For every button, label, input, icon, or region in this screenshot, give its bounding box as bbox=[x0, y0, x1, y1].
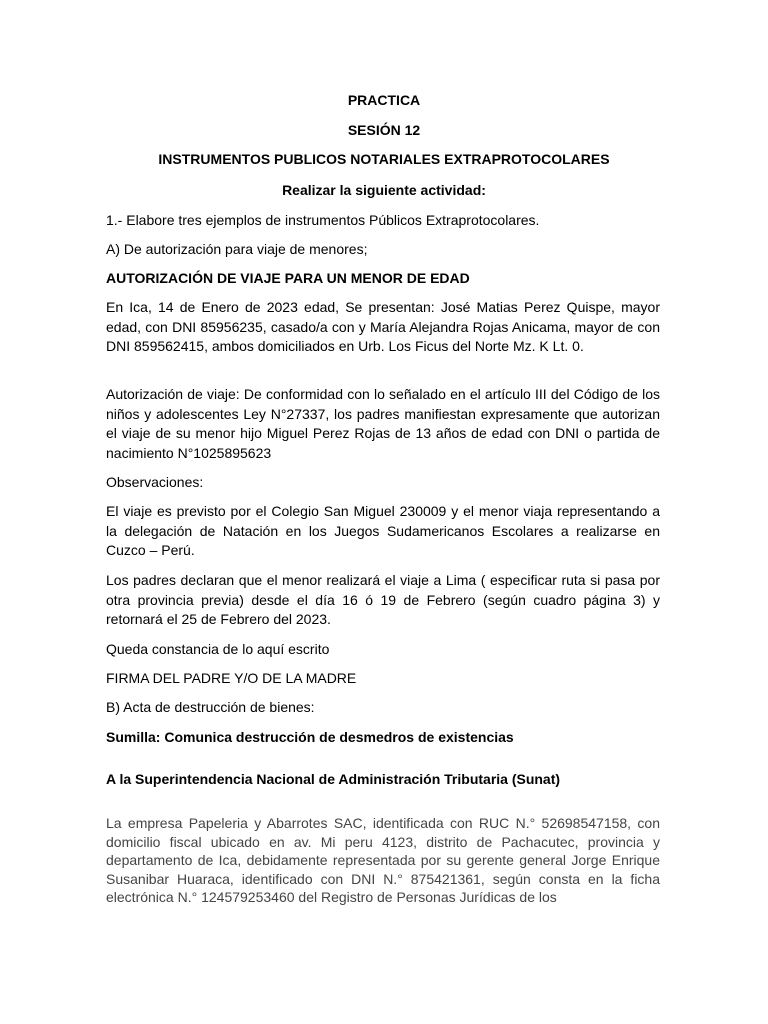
record-statement: Queda constancia de lo aquí escrito bbox=[106, 641, 330, 657]
parents-paragraph: Los padres declaran que el menor realizará el viaje a Lima ( especificar ruta si pasa por otra provincia previa) desde el día 16 ó 19 de Febrero (según cuadro página 3) y retornará el 25 de Febrero del 2023. bbox=[106, 572, 660, 627]
authorization-paragraph: Autorización de viaje: De conformidad con lo señalado en el artículo III del Código de los niños y adolescentes Ley N°27337, los padres manifiestan expresamente que autorizan el viaje de su menor hijo Miguel Perez Rojas de 13 años de edad con DNI o partida de nacimiento N°1025895623 bbox=[106, 386, 660, 461]
document-title: PRACTICA bbox=[347, 92, 421, 108]
signature-line: FIRMA DEL PADRE Y/O DE LA MADRE bbox=[106, 670, 357, 686]
summary-heading: Sumilla: Comunica destrucción de desmedros de existencias bbox=[106, 729, 514, 745]
task-line: 1.- Elabore tres ejemplos de instrumentos Públicos Extraprotocolares. bbox=[106, 212, 540, 228]
trip-paragraph: El viaje es previsto por el Colegio San Miguel 230009 y el menor viaja representando a la delegación de Natación en los Juegos Sudamericanos Escolares a realizarse en Cuzco – Perú. bbox=[106, 503, 660, 558]
presentation-paragraph: En Ica, 14 de Enero de 2023 edad, Se presentan: José Matias Perez Quispe, mayor edad, con DNI 85956235, casado/a con y María Alejandra Rojas Anicama, mayor de con DNI 859562415, ambos domiciliados en Urb. Los Ficus del Norte Mz. K Lt. 0. bbox=[106, 299, 660, 354]
observations-label: Observaciones: bbox=[106, 474, 204, 490]
company-paragraph: La empresa Papeleria y Abarrotes SAC, identificada con RUC N.° 52698547158, con domicilio fiscal ubicado en av. Mi peru 4123, distrito de Pachacutec, provincia y departamento de Ica, debidamente representada por su gerente general Jorge Enrique Susanibar Huaraca, identificado con DNI N.° 875421361, según consta en la ficha electrónica N.° 124579253460 del Registro de Personas Jurídicas de los bbox=[106, 815, 660, 905]
authorization-heading: AUTORIZACIÓN DE VIAJE PARA UN MENOR DE EDAD bbox=[106, 270, 470, 286]
session-label: SESIÓN 12 bbox=[347, 122, 421, 138]
addressee-heading: A la Superintendencia Nacional de Administración Tributaria (Sunat) bbox=[106, 771, 561, 787]
instruction-heading: Realizar la siguiente actividad: bbox=[282, 182, 486, 198]
section-a-label: A) De autorización para viaje de menores; bbox=[106, 241, 368, 257]
topic-heading: INSTRUMENTOS PUBLICOS NOTARIALES EXTRAPROTOCOLARES bbox=[158, 151, 610, 167]
section-b-label: B) Acta de destrucción de bienes: bbox=[106, 699, 315, 715]
